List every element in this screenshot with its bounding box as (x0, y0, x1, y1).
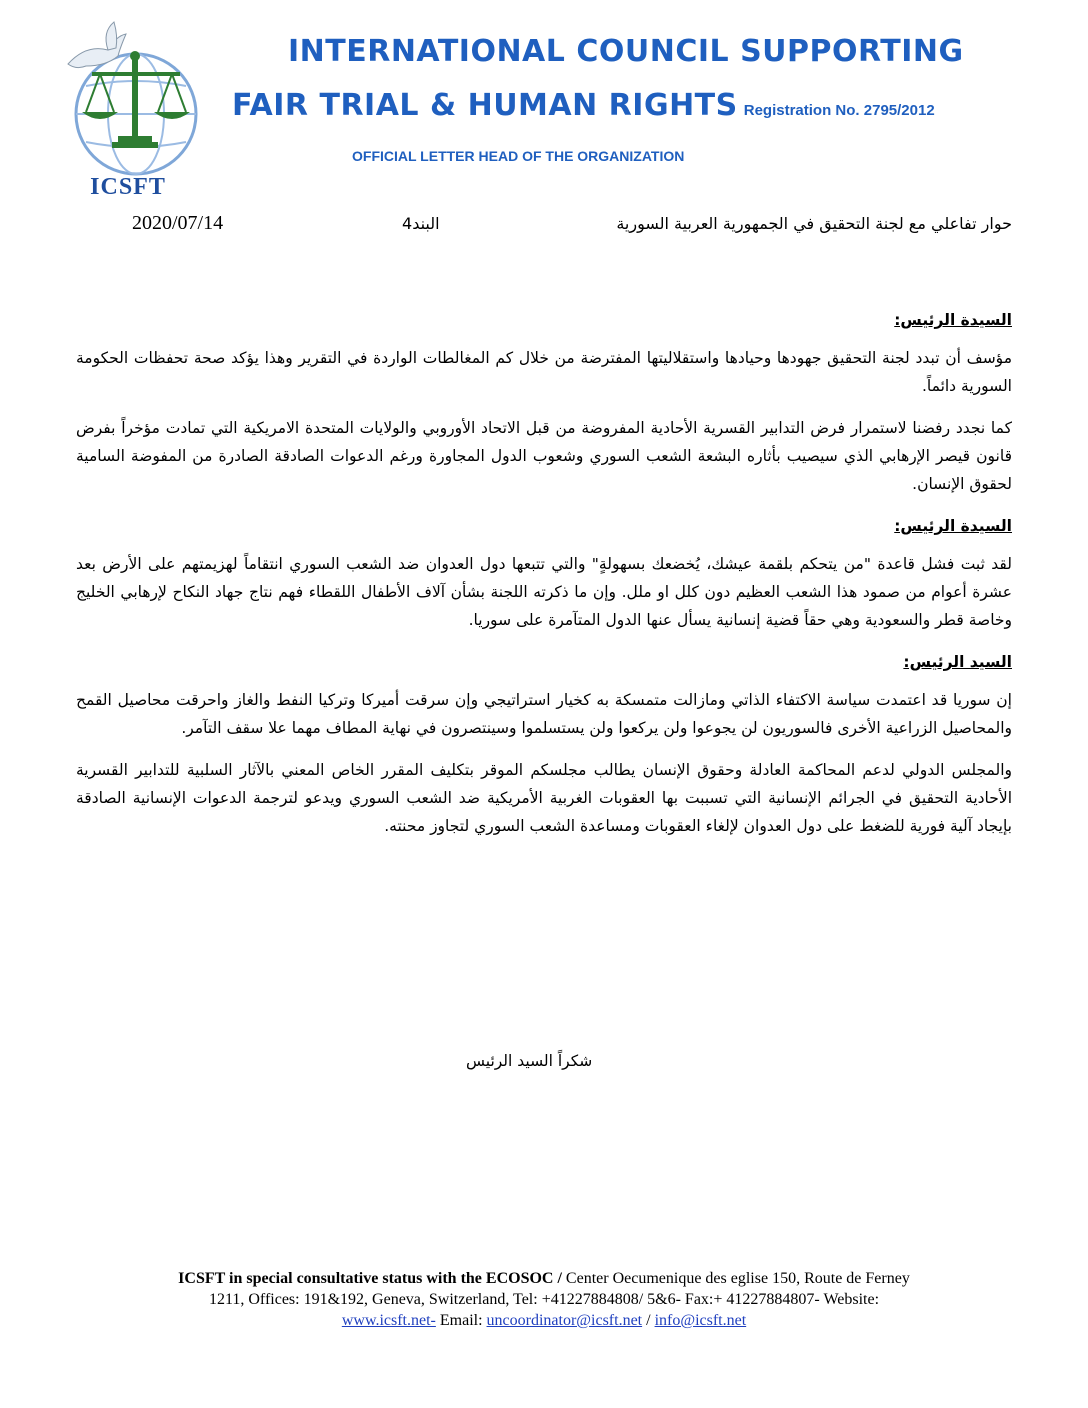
letter-body (76, 306, 1012, 854)
footer-line1 (80, 1268, 1008, 1289)
paragraph: والمجلس الدولي لدعم المحاكمة العادلة وحقوق الإنسان يطالب مجلسكم الموقر بتكليف المقرر الخاص المعني بالآثار السلبية للتدابير القسرية الأحادية التحقيق في الجرائم الإنسانية التي تسببت بها العقوبات الغربية الأمريكية ضد الشعب السوري ويدعو لترجمة الدعوات الإنسانية الصادقة بإيجاد آلية فورية للضغط على دول العدوان لإلغاء العقوبات ومساعدة الشعب السوري لتجاوز محنته. (76, 761, 1012, 835)
org-title-line1: INTERNATIONAL COUNCIL SUPPORTING (288, 34, 964, 69)
email-link-coordinator[interactable]: uncoordinator@icsft.net (486, 1312, 643, 1329)
paragraph: كما نجدد رفضنا لاستمرار فرض التدابير القسرية الأحادية المفروضة من قبل الاتحاد الأوروبي والولايات المتحدة الامريكية التي تمادت مؤخراً بفرض قانون قيصر الإرهابي الذي سيصيب بأثاره البشعة الشعب السوري وشعوب الدول المجاورة ورغم الدعوات الصادقة الصادرة من المفوضة السامية لحقوق الإنسان. (76, 419, 1012, 493)
letter-date: 2020/07/14 (132, 212, 224, 234)
logo-acronym: ICSFT (90, 174, 166, 200)
consultative-status: ICSFT in special consultative status with the ECOSOC / (178, 1270, 562, 1287)
paragraph: مؤسف أن تبدد لجنة التحقيق جهودها وحيادها واستقلاليتها المفترضة من خلال كم المغالطات الواردة في التقرير وهذا يؤكد صحة تحفظات الحكومة السورية دائماً. (76, 349, 1012, 395)
letterhead-subtitle: OFFICIAL LETTER HEAD OF THE ORGANIZATION (352, 148, 685, 164)
org-title-line2-text: FAIR TRIAL & HUMAN RIGHTS (232, 88, 738, 123)
letter-subject: حوار تفاعلي مع لجنة التحقيق في الجمهورية العربية السورية (616, 214, 1012, 233)
footer-line3 (80, 1310, 1008, 1331)
email-link-info[interactable]: info@icsft.net (654, 1312, 747, 1329)
closing-thanks: شكراً السيد الرئيس (466, 1052, 593, 1070)
agenda-item: البند4 (402, 214, 440, 233)
registration-number: Registration No. 2795/2012 (743, 102, 935, 119)
website-link[interactable]: www.icsft.net- (341, 1312, 436, 1329)
org-title-line2 (232, 88, 935, 123)
paragraph: إن سوريا قد اعتمدت سياسة الاكتفاء الذاتي ومازالت متمسكة به كخيار استراتيجي وإن سرقت أميركا وتركيا النفط والغاز واحرقت محاصيل القمح والمحاصيل الزراعية الأخرى فالسوريون لن يجوعوا ولن يركعوا ولن يستسلموا وسينتصرون في نهاية المطاف مهما علا سقف التآمر. (76, 691, 1012, 737)
salutation: السيدة الرئيس: (894, 311, 1012, 329)
salutation: السيد الرئيس: (903, 653, 1012, 671)
footer-address: Center Oecumenique des eglise 150, Route de Ferney (561, 1270, 910, 1287)
email-separator: / (642, 1312, 655, 1329)
footer (80, 1268, 1008, 1331)
salutation: السيدة الرئيس: (894, 517, 1012, 535)
paragraph: لقد ثبت فشل قاعدة "من يتحكم بلقمة عيشك، يُخضعك بسهولةٍ" والتي تتبعها دول العدوان ضد الشعب السوري انتقاماً لهزيمتهم على الأرض بعد عشرة أعوام من صمود هذا الشعب العظيم دون كلل او ملل. وإن ما ذكرته اللجنة بشأن آلاف الأطفال اللقطاء فهم نتاج جهاد النكاح لإرهابي الخليج وخاصة قطر والسعودية وهي حقاً قضية إنسانية يسأل عنها الدول المتآمرة على سوريا. (76, 555, 1012, 629)
scales-globe-emblem (56, 14, 206, 184)
email-label: Email: (435, 1312, 487, 1329)
footer-line2: 1211, Offices: 191&192, Geneva, Switzerland, Tel: +41227884808/ 5&6- Fax:+ 41227884807- Website: (208, 1291, 880, 1308)
